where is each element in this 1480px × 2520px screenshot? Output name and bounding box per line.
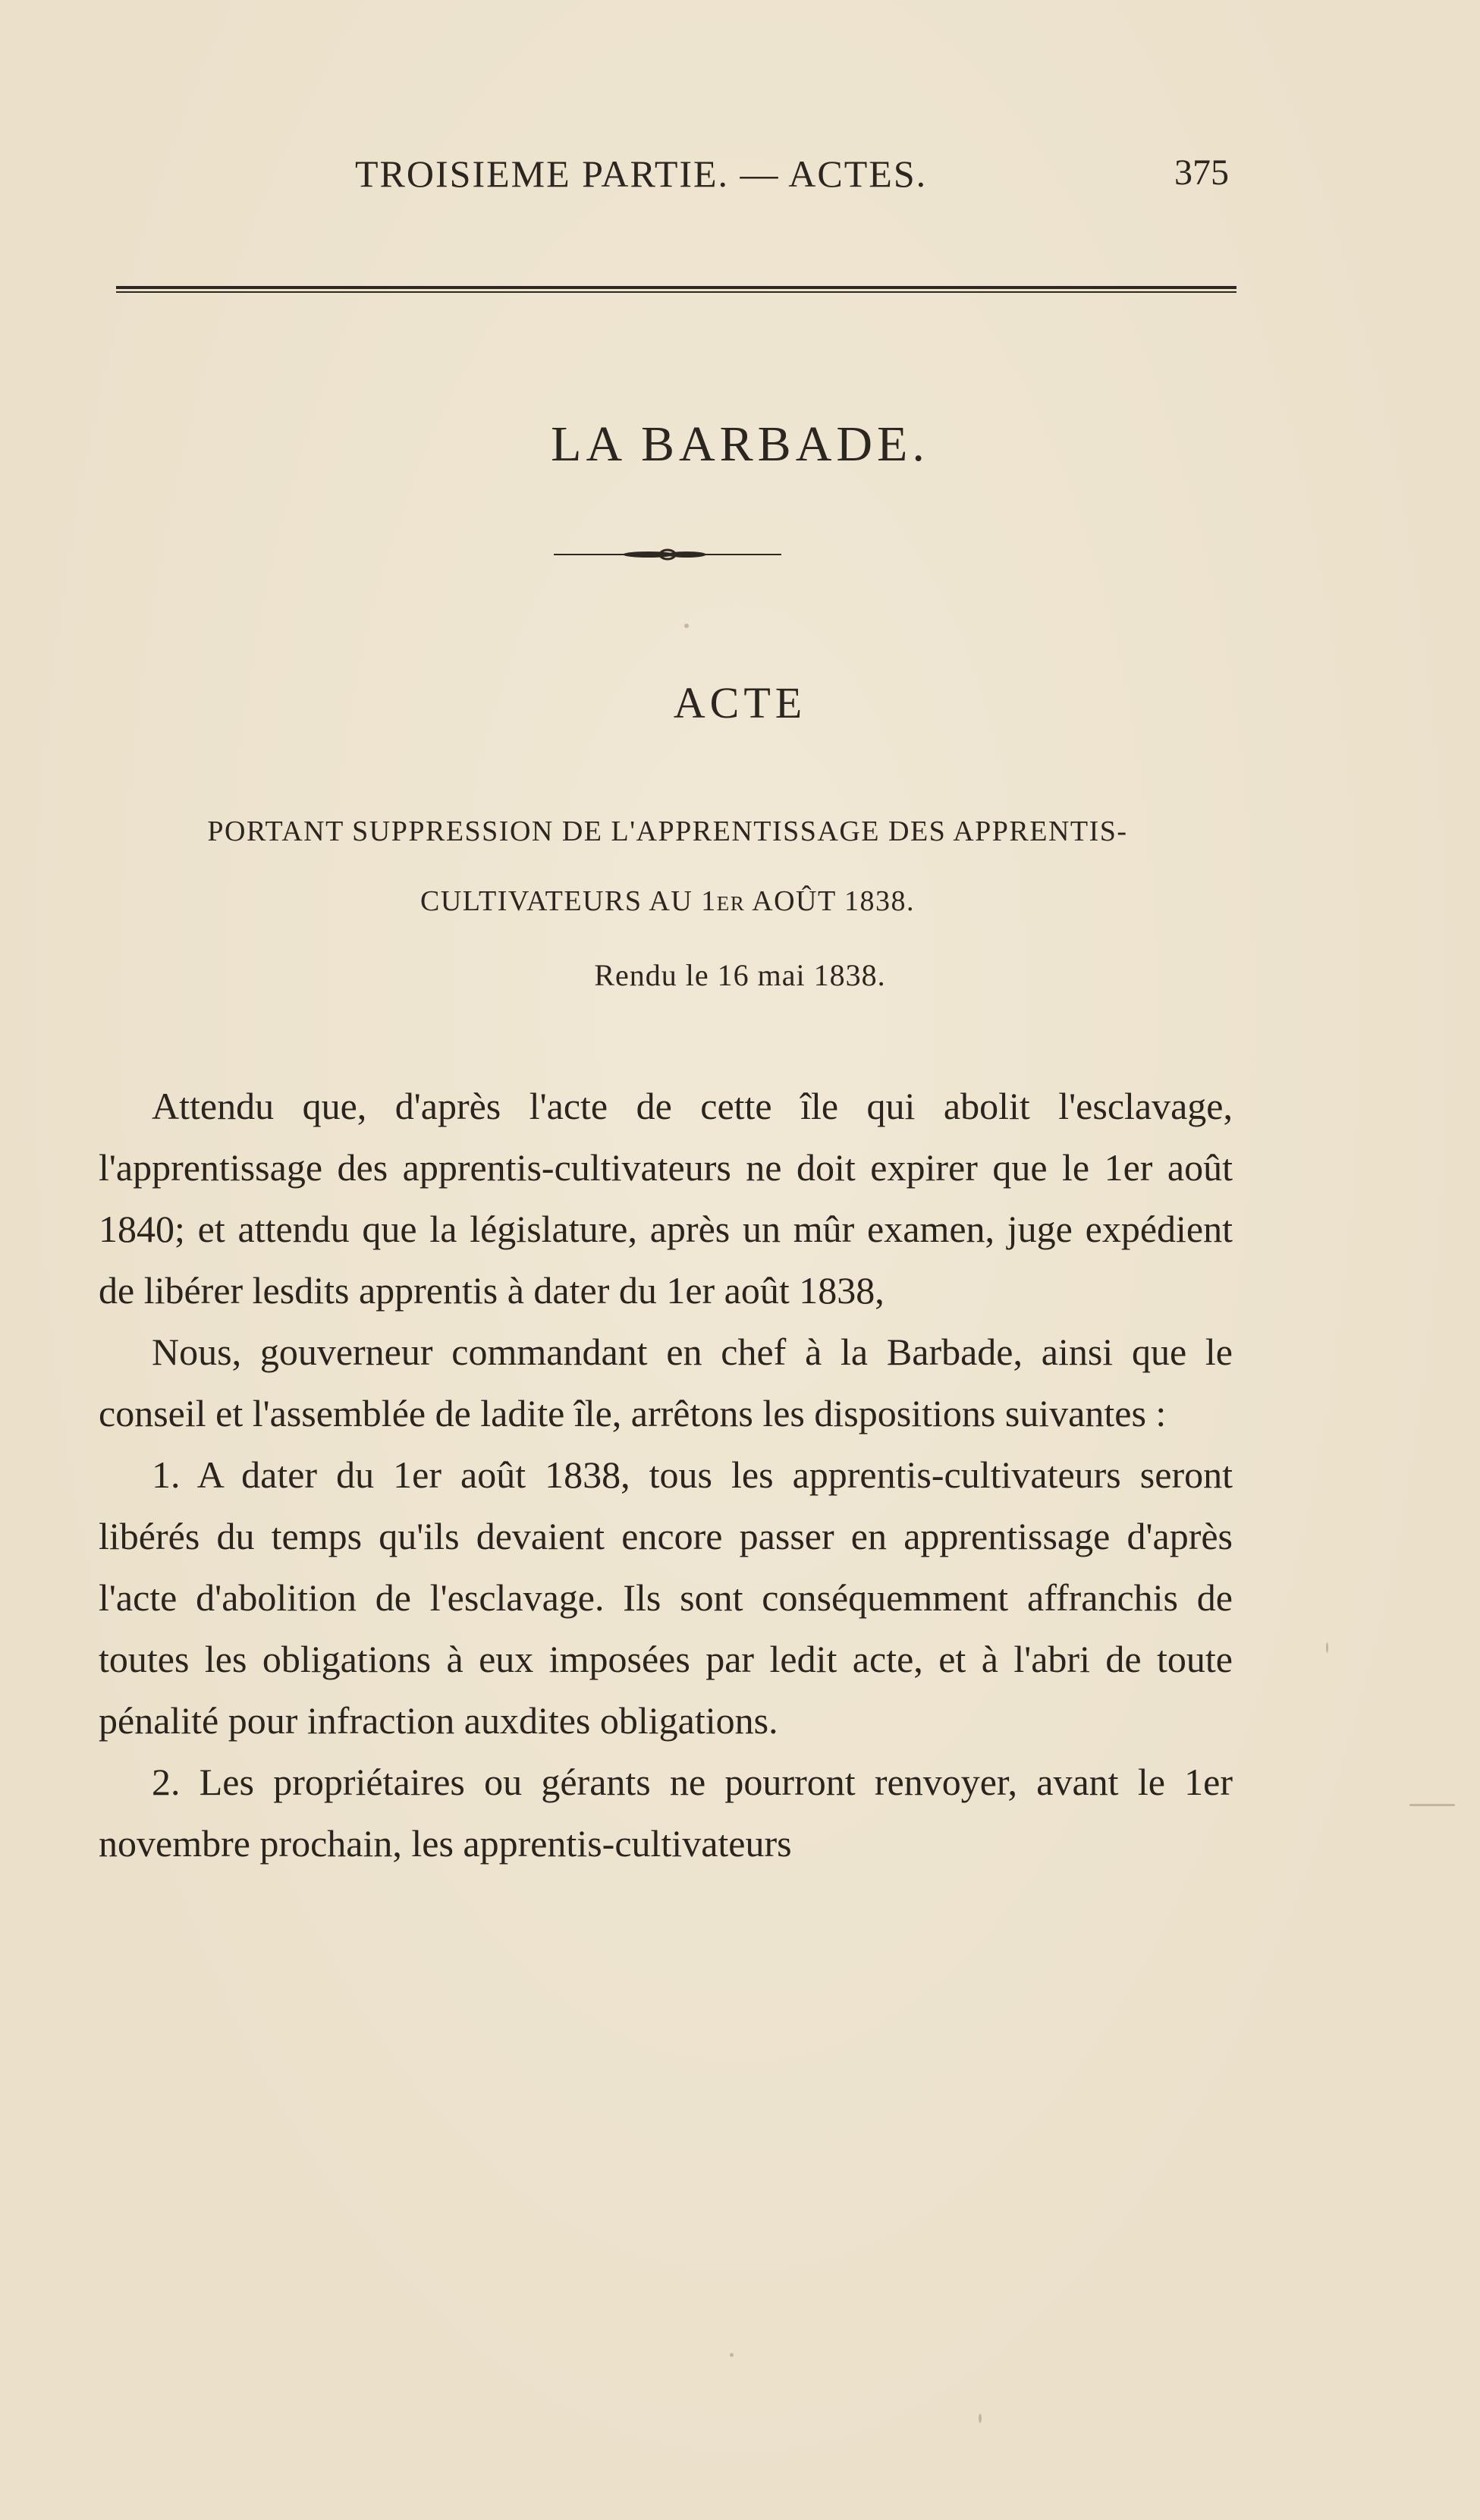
paragraph-enactment: Nous, gouverneur commandant en chef à la Barbade, ainsi que le conseil et l'assemblée de ladite île, arrêtons les dispositions suivantes : bbox=[99, 1331, 1233, 1434]
running-head bbox=[0, 152, 1480, 205]
colony-title: LA BARBADE. bbox=[551, 416, 929, 472]
act-heading: ACTE bbox=[673, 678, 807, 727]
body-text bbox=[99, 1076, 1233, 1874]
paragraph-preamble: Attendu que, d'après l'acte de cette île qui abolit l'esclavage, l'apprentissage des apprentis-cultivateurs ne doit expirer que le 1er août 1840; et attendu que la législature, après un mûr examen, juge expédient de libérer lesdits apprentis à dater du 1er août 1838, bbox=[99, 1085, 1233, 1312]
act-subtitle bbox=[99, 797, 1236, 936]
act-subtitle-line-1: PORTANT SUPPRESSION DE L'APPRENTISSAGE DES APPRENTIS- bbox=[207, 815, 1128, 847]
ornament-divider-icon bbox=[554, 545, 781, 564]
header-rule-thick bbox=[116, 286, 1236, 289]
act-subtitle-line-2: CULTIVATEURS AU 1er AOÛT 1838. bbox=[419, 885, 916, 917]
article-1: 1. A dater du 1er août 1838, tous les apprentis-cultivateurs seront libérés du temps qu'ils devaient encore passer en apprentissage d'après l'acte d'abolition de l'esclavage. Ils sont conséquemment affranchis de toutes les obligations à eux imposées par ledit acte, et à l'abri de toute pénalité pour infraction auxdites obligations. bbox=[99, 1453, 1233, 1742]
header-rule-thin bbox=[116, 291, 1236, 293]
running-head-title: TROISIEME PARTIE. — ACTES. bbox=[355, 152, 928, 195]
page-number: 375 bbox=[1174, 152, 1229, 193]
header-double-rule bbox=[116, 286, 1236, 293]
act-date: Rendu le 16 mai 1838. bbox=[594, 958, 886, 992]
article-2: 2. Les propriétaires ou gérants ne pourront renvoyer, avant le 1er novembre prochain, les apprentis-cultivateurs bbox=[99, 1761, 1233, 1865]
